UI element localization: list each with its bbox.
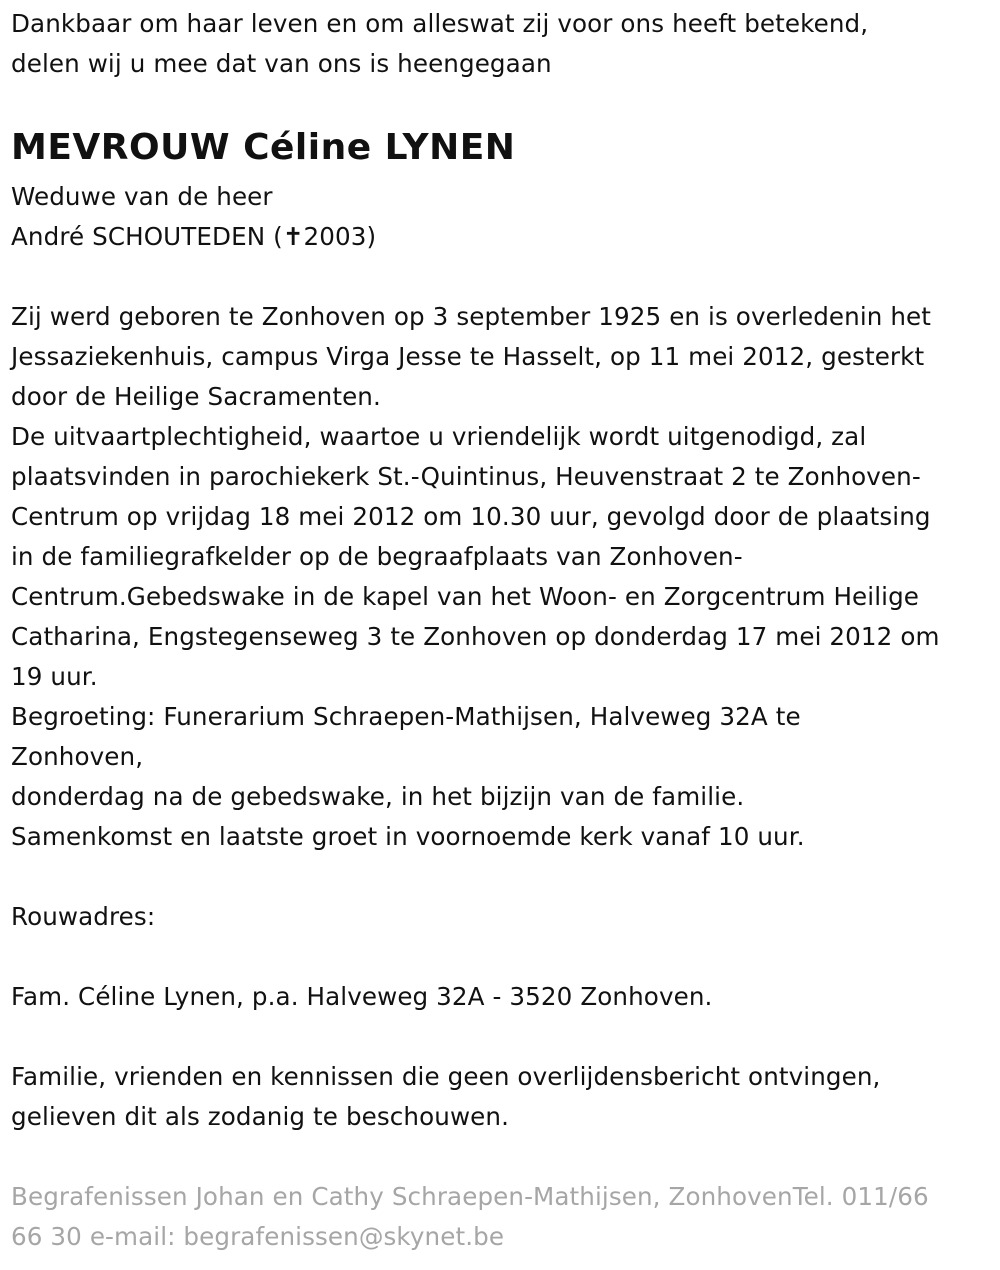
spacer [11, 1137, 990, 1177]
body-line: donderdag na de gebedswake, in het bijzijn van de familie. [11, 782, 745, 811]
body-line: 19 uur. [11, 662, 98, 691]
notice-line: gelieven dit als zodanig te beschouwen. [11, 1102, 509, 1131]
spacer [11, 857, 990, 897]
spacer [11, 1017, 990, 1057]
body-line: plaatsvinden in parochiekerk St.-Quintinus, Heuvenstraat 2 te Zonhoven- [11, 462, 921, 491]
body-line: De uitvaartplechtigheid, waartoe u vriendelijk wordt uitgenodigd, zal [11, 422, 867, 451]
body-line: Centrum.Gebedswake in de kapel van het Woon- en Zorgcentrum Heilige [11, 582, 920, 611]
widow-of-line: André SCHOUTEDEN (✝2003) [11, 222, 377, 251]
body-line: Zonhoven, [11, 742, 144, 771]
footer-line: 66 30 e-mail: begrafenissen@skynet.be [11, 1222, 505, 1251]
intro-line: Dankbaar om haar leven en om alleswat zij voor ons heeft betekend, [11, 9, 869, 38]
body-line: Catharina, Engstegenseweg 3 te Zonhoven op donderdag 17 mei 2012 om [11, 622, 940, 651]
body-line: Begroeting: Funerarium Schraepen-Mathijsen, Halveweg 32A te [11, 702, 801, 731]
intro-line: delen wij u mee dat van ons is heengegaan [11, 49, 552, 78]
body-line: Centrum op vrijdag 18 mei 2012 om 10.30 uur, gevolgd door de plaatsing [11, 502, 931, 531]
notice-line: Familie, vrienden en kennissen die geen overlijdensbericht ontvingen, [11, 1062, 881, 1091]
footer-line: Begrafenissen Johan en Cathy Schraepen-Mathijsen, ZonhovenTel. 011/66 [11, 1182, 929, 1211]
widow-of-line: Weduwe van de heer [11, 182, 273, 211]
spacer [11, 257, 990, 297]
deceased-name: MEVROUW Céline LYNEN [11, 127, 516, 168]
notice-text [11, 1057, 990, 1137]
body-line: door de Heilige Sacramenten. [11, 382, 381, 411]
body-line: Zij werd geboren te Zonhoven op 3 september 1925 en is overledenin het [11, 302, 932, 331]
funeral-home-footer [11, 1177, 990, 1257]
intro-text [11, 4, 990, 84]
body-text [11, 297, 990, 857]
body-line: in de familiegrafkelder op de begraafplaats van Zonhoven- [11, 542, 743, 571]
body-line: Jessaziekenhuis, campus Virga Jesse te Hasselt, op 11 mei 2012, gesterkt [11, 342, 925, 371]
spacer [11, 937, 990, 977]
body-line: Samenkomst en laatste groet in voornoemde kerk vanaf 10 uur. [11, 822, 805, 851]
mourning-address-label: Rouwadres: [11, 902, 156, 931]
widow-of [11, 177, 990, 257]
mourning-address: Fam. Céline Lynen, p.a. Halveweg 32A - 3520 Zonhoven. [11, 982, 713, 1011]
